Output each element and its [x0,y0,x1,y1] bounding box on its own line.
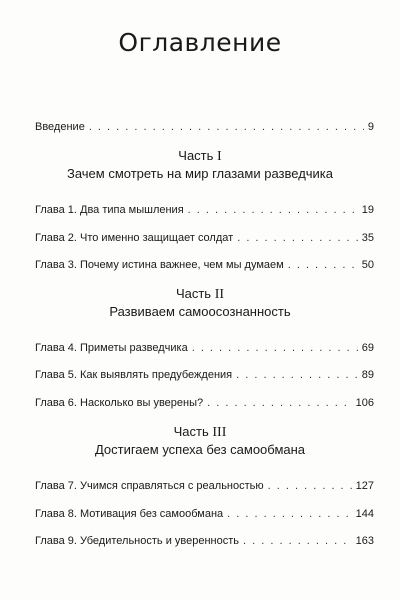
dot-leader [236,368,358,382]
part-numeral: II [214,287,225,302]
part-3-subtitle: Достигаем успеха без самообмана [94,442,306,457]
part-1-subtitle: Зачем смотреть на мир глазами разведчика [66,166,334,181]
dot-leader [237,231,358,245]
toc-entry-label: Глава 4. Приметы разведчика [35,342,188,354]
part-numeral: I [217,149,222,164]
toc-page-number: 106 [355,397,374,409]
toc-entry-intro[interactable] [35,120,374,134]
toc-entry-label: Введение [35,121,85,133]
toc-entry-chapter-8[interactable] [35,507,374,521]
toc-entry-chapter-9[interactable] [35,534,374,548]
part-word: Часть [173,424,209,439]
part-3-heading [0,424,400,441]
toc-page-number: 50 [361,259,374,271]
page-title: Оглавление [118,28,282,57]
toc-entry-chapter-1[interactable] [35,203,374,217]
part-2-subtitle: Развиваем самоосознанность [109,304,291,319]
toc-entry-label: Глава 3. Почему истина важнее, чем мы думаем [35,259,284,271]
dot-leader [207,396,352,410]
toc-page-number: 127 [355,480,374,492]
toc-entry-label: Глава 5. Как выявлять предубеждения [35,369,233,381]
toc-entry-chapter-7[interactable] [35,479,374,493]
toc-page-number: 144 [355,508,374,520]
toc-entry-chapter-6[interactable] [35,396,374,410]
part-word: Часть [175,286,212,301]
toc-entry-chapter-3[interactable] [35,258,374,272]
toc-entry-label: Глава 1. Два типа мышления [35,204,184,216]
dot-leader [89,120,364,134]
toc-page-number: 9 [367,121,374,133]
dot-leader [192,341,358,355]
toc-page-number: 35 [361,232,374,244]
toc-entry-label: Глава 7. Учимся справляться с реальностью [35,480,264,492]
part-word: Часть [178,148,214,163]
toc-entry-label: Глава 8. Мотивация без самообмана [35,508,224,520]
part-1-heading [0,148,400,165]
dot-leader [243,534,352,548]
toc-entry-chapter-2[interactable] [35,231,374,245]
toc-entry-label: Глава 9. Убедительность и уверенность [35,535,240,547]
dot-leader [268,479,352,493]
toc-page-number: 69 [361,342,374,354]
toc-page-number: 163 [355,535,374,547]
part-2-heading [0,286,400,303]
dot-leader [288,258,358,272]
dot-leader [188,203,358,217]
dot-leader [227,507,352,521]
part-numeral: III [212,425,227,440]
toc-page-number: 19 [361,204,374,216]
toc-entry-label: Глава 6. Насколько вы уверены? [35,397,204,409]
toc-entry-chapter-5[interactable] [35,368,374,382]
toc-page-number: 89 [361,369,374,381]
toc-entry-label: Глава 2. Что именно защищает солдат [35,232,234,244]
toc-entry-chapter-4[interactable] [35,341,374,355]
